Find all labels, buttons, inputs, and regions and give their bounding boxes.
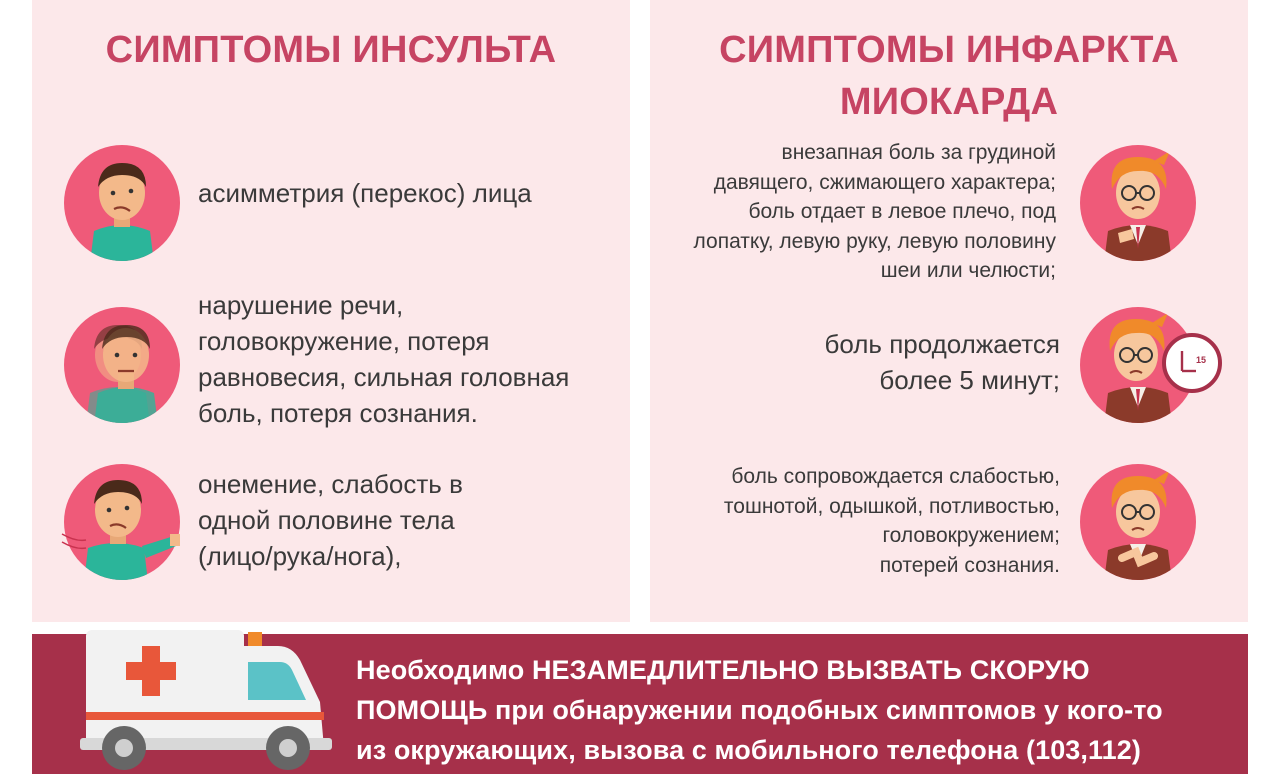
clock-pain-man-icon: [1078, 305, 1207, 425]
emergency-message-line-3: из окружающих, вызова с мобильного телефона (103,112): [356, 735, 1141, 765]
asymmetric-face-man-icon: [62, 143, 182, 263]
infarction-heading-line-2: МИОКАРДА: [839, 81, 1059, 123]
weak-man-icon: [1078, 462, 1198, 582]
infarction-heading-line-1: СИМПТОМЫ ИНФАРКТА: [719, 29, 1179, 71]
infarction-symptom-2: боль продолжается более 5 минут;: [824, 329, 1060, 395]
chest-pain-man-icon: [1078, 143, 1198, 263]
clock-label: 15: [1196, 355, 1207, 365]
clock-icon: [1164, 335, 1220, 391]
dizzy-man-icon: [62, 305, 182, 425]
infarction-heading: [650, 24, 1248, 128]
emergency-message-line-2: ПОМОЩЬ при обнаружении подобных симптомов у кого-то: [356, 695, 1163, 725]
infarction-symptom-1: внезапная боль за грудиной давящего, сжимающего характера; боль отдает в левое плечо, под лопатку, левую руку, левую половину шеи или челюсти;: [693, 141, 1056, 282]
ambulance-icon: [78, 626, 338, 774]
stroke-symptom-1: асимметрия (перекос) лица: [198, 178, 532, 208]
emergency-message: [356, 650, 1216, 770]
emergency-message-line-1: Необходимо НЕЗАМЕДЛИТЕЛЬНО ВЫЗВАТЬ СКОРУЮ: [356, 655, 1090, 685]
infarction-symptom-3: боль сопровождается слабостью, тошнотой, одышкой, потливостью, головокружением; потерей сознания.: [723, 465, 1060, 577]
stroke-heading: СИМПТОМЫ ИНСУЛЬТА: [105, 29, 557, 71]
stroke-symptom-3: онемение, слабость в одной половине тела (лицо/рука/нога),: [198, 469, 463, 571]
stroke-symptom-2: нарушение речи, головокружение, потеря равновесия, сильная головная боль, потеря сознания.: [198, 290, 570, 428]
numb-arm-man-icon: [62, 462, 182, 582]
